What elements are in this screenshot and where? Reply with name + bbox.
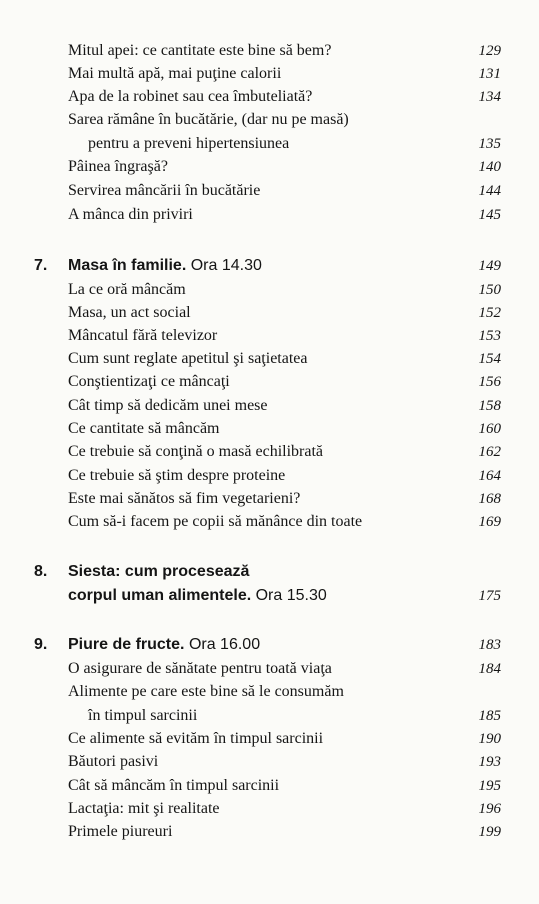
chapter-page: 175 xyxy=(478,588,501,604)
chapter-page: 149 xyxy=(478,258,501,274)
toc-entry-page: 185 xyxy=(478,708,501,724)
toc-entry xyxy=(0,325,539,347)
toc-entry xyxy=(0,279,539,301)
toc-entry-page: 145 xyxy=(478,207,501,223)
toc-entry-text: Mâncatul fără televizor xyxy=(68,327,218,344)
toc-entry-text: Băutori pasivi xyxy=(68,753,159,770)
toc-entry-page: 158 xyxy=(478,398,501,414)
chapter-number: 9. xyxy=(34,636,48,653)
toc-entry-text: Lactaţia: mit şi realitate xyxy=(68,800,220,817)
toc-entry xyxy=(0,751,539,773)
toc-entry-text: Cum să-i facem pe copii să mănânce din toate xyxy=(68,513,363,530)
toc-entry-page: 135 xyxy=(478,136,501,152)
chapter-time: Ora 16.00 xyxy=(188,636,261,653)
toc-entry xyxy=(0,348,539,370)
toc-entry-text: Cum sunt reglate apetitul şi saţietatea xyxy=(68,350,308,367)
chapter-title: Masa în familie. Ora 14.30 xyxy=(68,257,262,274)
toc-entry xyxy=(0,156,539,178)
toc-entry-text: Ce cantitate să mâncăm xyxy=(68,420,220,437)
toc-entry-text: O asigurare de sănătate pentru toată viaţa xyxy=(68,660,332,677)
toc-entry xyxy=(0,511,539,533)
chapter-number: 7. xyxy=(34,257,48,274)
toc-entry-page: 152 xyxy=(478,305,501,321)
toc-entry-page: 144 xyxy=(478,183,501,199)
toc-entry-text: Mitul apei: ce cantitate este bine să bem? xyxy=(68,42,332,59)
toc-entry xyxy=(0,441,539,463)
toc-entry-continuation xyxy=(0,705,539,727)
toc-entry-text: Ce alimente să evităm în timpul sarcinii xyxy=(68,730,324,747)
toc-entry-page: 199 xyxy=(478,824,501,840)
chapter-heading-9 xyxy=(0,633,539,657)
toc-entry xyxy=(0,418,539,440)
toc-entry-text: Mai multă apă, mai puţine calorii xyxy=(68,65,282,82)
toc-entry xyxy=(0,798,539,820)
toc-entry-page: 169 xyxy=(478,514,501,530)
toc-entry-text: Primele piureuri xyxy=(68,823,173,840)
chapter-time: Ora 14.30 xyxy=(190,257,262,274)
chapter-number: 8. xyxy=(34,563,48,580)
chapter-title-line2: corpul uman alimentele. Ora 15.30 xyxy=(68,587,327,604)
toc-entry-text: Cât timp să dedicăm unei mese xyxy=(68,397,268,414)
toc-entry-text: A mânca din priviri xyxy=(68,206,193,223)
toc-entry-text: Masa, un act social xyxy=(68,304,191,321)
toc-entry-page: 195 xyxy=(478,778,501,794)
toc-entry-text: La ce oră mâncăm xyxy=(68,281,186,298)
chapter-title: Piure de fructe. Ora 16.00 xyxy=(68,636,261,653)
toc-entry-text: în timpul sarcinii xyxy=(88,707,198,724)
toc-entry-page: 196 xyxy=(478,801,501,817)
toc-entry xyxy=(0,821,539,843)
chapter-time: Ora 15.30 xyxy=(255,587,327,604)
toc-entry-text: Alimente pe care este bine să le consumăm xyxy=(68,683,344,700)
toc-entry-text: Conştientizaţi ce mâncaţi xyxy=(68,373,230,390)
toc-entry xyxy=(0,775,539,797)
toc-entry xyxy=(0,658,539,680)
chapter-heading-8 xyxy=(0,560,539,584)
toc-entry-page: 164 xyxy=(478,468,501,484)
toc-entry xyxy=(0,109,539,131)
chapter-heading-8-line2 xyxy=(0,584,539,608)
toc-entry xyxy=(0,371,539,393)
toc-entry xyxy=(0,395,539,417)
toc-entry-page: 131 xyxy=(478,66,501,82)
toc-entry xyxy=(0,180,539,202)
toc-entry-text: Cât să mâncăm în timpul sarcinii xyxy=(68,777,280,794)
toc-entry-page: 168 xyxy=(478,491,501,507)
toc-entry-page: 193 xyxy=(478,754,501,770)
toc-entry-page: 156 xyxy=(478,374,501,390)
chapter-title-line1: Siesta: cum procesează xyxy=(68,563,250,580)
chapter-heading-7 xyxy=(0,254,539,278)
toc-entry-page: 129 xyxy=(478,43,501,59)
toc-entry-text: Ce trebuie să conţină o masă echilibrată xyxy=(68,443,324,460)
toc-entry-text: pentru a preveni hipertensiunea xyxy=(88,135,290,152)
chapter-page: 183 xyxy=(478,637,501,653)
toc-entry-page: 140 xyxy=(478,159,501,175)
toc-entry xyxy=(0,728,539,750)
toc-entry-page: 154 xyxy=(478,351,501,367)
toc-entry-continuation xyxy=(0,133,539,155)
toc-entry xyxy=(0,302,539,324)
toc-entry xyxy=(0,63,539,85)
toc-entry-page: 150 xyxy=(478,282,501,298)
toc-entry-page: 160 xyxy=(478,421,501,437)
toc-entry xyxy=(0,465,539,487)
toc-entry-text: Sarea rămâne în bucătărie, (dar nu pe masă) xyxy=(68,111,349,128)
toc-entry-page: 134 xyxy=(478,89,501,105)
toc-entry-page: 153 xyxy=(478,328,501,344)
toc-entry-text: Servirea mâncării în bucătărie xyxy=(68,182,261,199)
toc-entry-text: Este mai sănătos să fim vegetarieni? xyxy=(68,490,301,507)
toc-entry xyxy=(0,40,539,62)
toc-entry xyxy=(0,488,539,510)
toc-entry-page: 162 xyxy=(478,444,501,460)
toc-entry-page: 190 xyxy=(478,731,501,747)
toc-entry-page: 184 xyxy=(478,661,501,677)
toc-entry xyxy=(0,204,539,226)
toc-entry-text: Apa de la robinet sau cea îmbuteliată? xyxy=(68,88,313,105)
toc-entry xyxy=(0,86,539,108)
toc-entry xyxy=(0,681,539,703)
toc-entry-text: Ce trebuie să ştim despre proteine xyxy=(68,467,286,484)
toc-entry-text: Pâinea îngraşă? xyxy=(68,158,168,175)
